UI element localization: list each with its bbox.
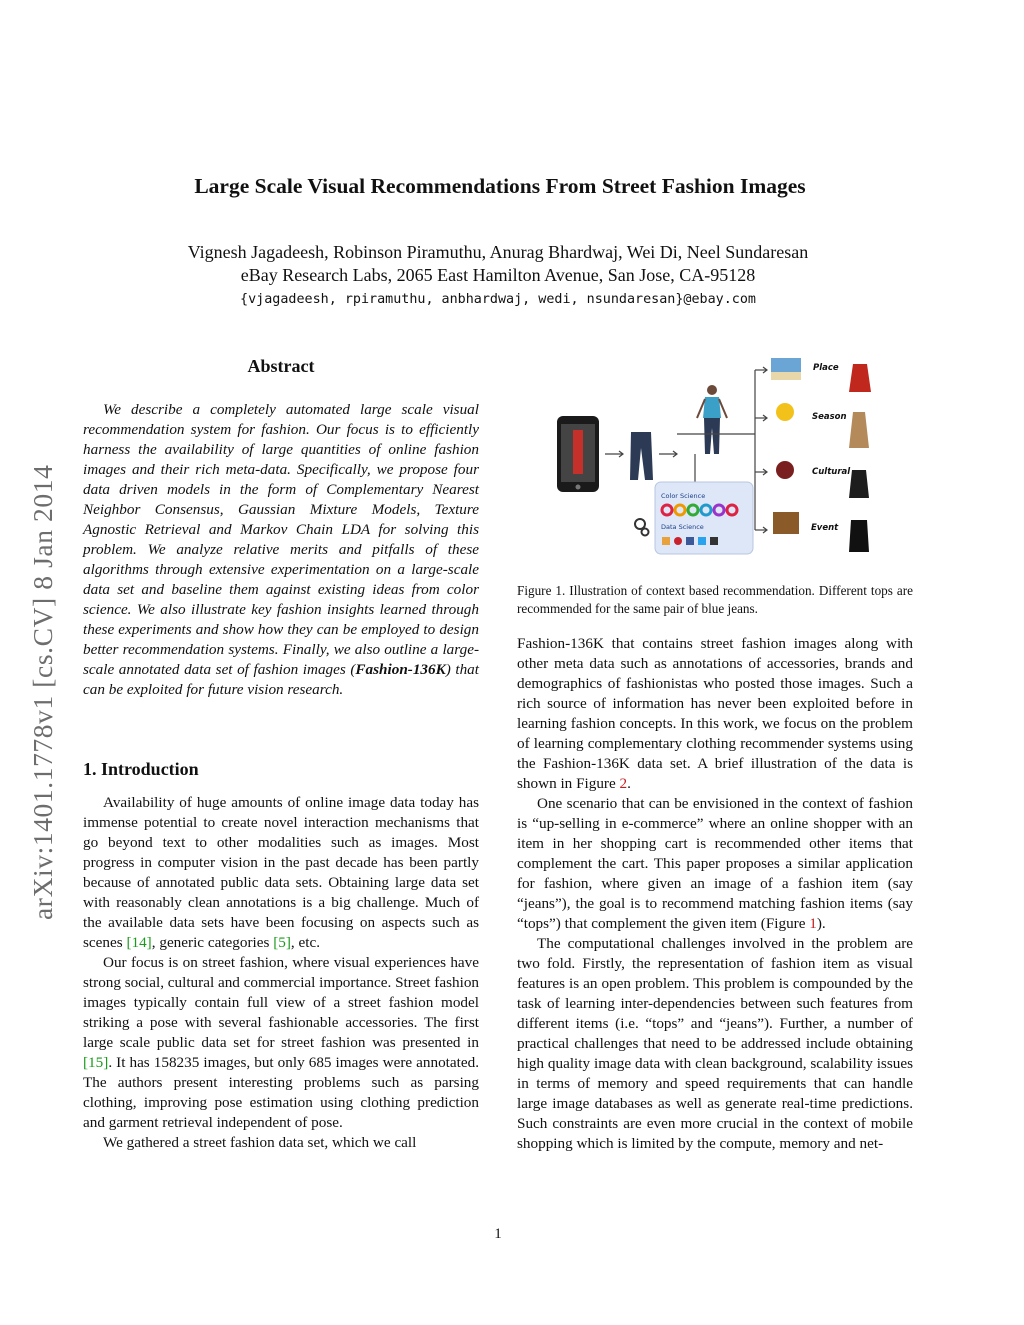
- globe-flags-icon: [776, 461, 794, 479]
- abstract-heading: Abstract: [247, 356, 315, 376]
- left-column-body: [83, 793, 479, 1153]
- top-item-icon: [849, 470, 869, 498]
- top-item-icon: [849, 412, 869, 448]
- affiliation: eBay Research Labs, 2065 East Hamilton Avenue, San Jose, CA-95128: [240, 265, 756, 285]
- figure-1-caption: Figure 1. Illustration of context based recommendation. Different tops are recommended for the same pair of blue jeans.: [517, 583, 913, 616]
- context-label-place: Place: [813, 363, 839, 373]
- author-emails: {vjagadeesh, rpiramuthu, anbhardwaj, wedi, nsundaresan}@ebay.com: [240, 292, 756, 307]
- figure-1-illustration: [545, 352, 935, 562]
- gear-icon: [635, 519, 645, 529]
- intro-paragraph-2: Our focus is on street fashion, where visual experiences have strong social, cultural and commercial importance. Street fashion images typically contain full view of a street fashion model striking a pose with several fashionable accessories. The first large scale public data set for street fashion was presented in [15]. It has 158235 images, but only 685 images were annotated. The authors present interesting problems such as parsing clothing, improving pose estimation using clothing prediction and garment retrieval independent of pose.: [83, 954, 480, 1131]
- citation-link[interactable]: [15]: [83, 1054, 109, 1071]
- figure-1-graphic: [545, 352, 935, 562]
- dataset-name: Fashion-136K: [355, 661, 446, 678]
- arxiv-id: arXiv:1401.1778v1 [cs.CV] 8 Jan 2014: [27, 464, 58, 920]
- intro-paragraph-5: One scenario that can be envisioned in the context of fashion is “up-selling in e-commerce” where an online shopper with an item in her shopping cart is recommended other items that complement the cart. This paper proposes a similar application for fashion, where given an image of a fashion item (say “jeans”), the goal is to recommend matching fashion items (say “tops”) that complement the given item (Figure 1).: [517, 795, 913, 932]
- citation-link[interactable]: [14]: [126, 934, 152, 951]
- jeans-icon: [630, 432, 653, 480]
- panel-label-data-science: Data Science: [661, 523, 704, 531]
- section-heading-introduction: 1. Introduction: [83, 759, 199, 779]
- author-block: [0, 241, 996, 287]
- author-names: Vignesh Jagadeesh, Robinson Piramuthu, Anurag Bhardwaj, Wei Di, Neel Sundaresan: [187, 242, 809, 262]
- event-icon: [773, 512, 799, 534]
- paper-title: Large Scale Visual Recommendations From Street Fashion Images: [194, 174, 806, 198]
- intro-paragraph-4: Fashion-136K that contains street fashion images along with other meta data such as annotations of accessories, brands and demographics of fashionistas who posted those images. Such a rich source of information has never been exploited before in learning fashion concepts. In this work, we focus on the problem of learning complementary clothing recommender systems using the Fashion-136K data set. A brief illustration of the data is shown in Figure 2.: [517, 635, 913, 792]
- sun-icon: [776, 403, 794, 421]
- intro-paragraph-1: Availability of huge amounts of online image data today has immense potential to create novel interaction mechanisms that go beyond text to other modalities such as images. Most progress in computer vision in the past decade has been partly because of annotated public data sets. Obtaining large data set with reasonably clean annotations is a big challenge. Much of the available data sets have been focusing on aspects such as scenes [14], generic categories [5], etc.: [83, 794, 479, 951]
- figure-reference-link[interactable]: 2: [619, 775, 628, 792]
- right-column-body: [517, 634, 913, 1154]
- abstract-text: We describe a completely automated large scale visual recommendation system for fashion. Our focus is to efficiently harness the availability of large quantities of online fashion images and their rich meta-data. Specifically, we propose four data driven models in the form of Complementary Nearest Neighbor Consensus, Gaussian Mixture Models, Texture Agnostic Retrieval and Markov Chain LDA for solving this problem. We analyze relative merits and pitfalls of these algorithms through extensive experimentation on a large-scale data set and baseline them against existing ideas from color science. We also illustrate key fashion insights learned through these experiments and show how they can be employed to design better recommendation systems. Finally, we also outline a large-scale annotated data set of fashion images (Fashion-136K) that can be exploited for future vision research.: [83, 401, 479, 698]
- intro-paragraph-6: The computational challenges involved in the problem are two fold. Firstly, the representation of fashion item as visual features is an open problem. This problem is compounded by the task of learning inter-dependencies between such features from different items (i.e. “tops” and “jeans”). Further, a number of practical challenges that need to be addressed include obtaining high quality image data with clean background, scalability issues in terms of memory and speed requirements that can handle large image databases as well as generate real-time predictions. Such constraints are even more crucial in the context of mobile shopping which is limited by the compute, memory and net-: [517, 935, 913, 1152]
- panel-label-color-science: Color Science: [661, 492, 706, 500]
- context-label-season: Season: [812, 412, 847, 422]
- intro-paragraph-3: We gathered a street fashion data set, which we call: [103, 1134, 417, 1151]
- top-item-icon: [849, 364, 871, 392]
- context-label-cultural: Cultural: [812, 467, 851, 477]
- page-number: 1: [494, 1226, 502, 1242]
- model-figure-icon: [697, 385, 727, 454]
- phone-icon: [557, 416, 599, 492]
- figure-reference-link[interactable]: 1: [809, 915, 817, 932]
- citation-link[interactable]: [5]: [273, 934, 291, 951]
- top-item-icon: [849, 520, 869, 552]
- context-label-event: Event: [811, 523, 839, 533]
